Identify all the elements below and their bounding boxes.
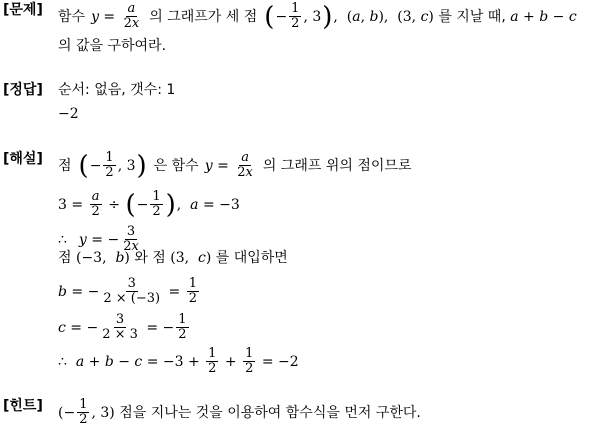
problem-label: [문제]: [3, 2, 43, 18]
solution-line-6: c = − $\frac{3}{2 \times 3}$ = − $\frac{1}{2}$: [58, 312, 187, 342]
solution-line-1: 점 ( − $\frac{1}{2}$ , 3 ) 은 함수 y = $\frac{a}{2x}$ 의 그래프 위의 점이므로: [58, 150, 412, 181]
answer-line-2: −2: [58, 106, 79, 122]
answer-line-1: 순서: 없음, 갯수: 1: [58, 82, 176, 98]
answer-label: [정답]: [3, 82, 43, 98]
hint-label: [힌트]: [3, 398, 43, 414]
hint-line: (− $\frac{1}{2}$ , 3) 점을 지나는 것을 이용하여 함수식을 먼저 구한다.: [58, 397, 421, 427]
problem-line-1: 함수 y = $\frac{a}{2x}$ 의 그래프가 세 점 ( − $\frac{1}{2}$ , 3 ) , ( a , b ), (3, c ) 를 지날 때, a + b − c: [58, 1, 577, 32]
solution-line-3: ∴ y = − $\frac{3}{2x}$: [58, 224, 139, 254]
solution-label: [해설]: [3, 151, 43, 167]
solution-line-5: b = − $\frac{3}{2 \times (-3)}$ = $\frac{1}{2}$: [58, 276, 198, 306]
solution-line-4: 점 (−3, b ) 와 점 (3, c ) 를 대입하면: [58, 250, 288, 266]
solution-line-7: ∴ a + b − c = −3 + $\frac{1}{2}$ + $\frac{1}{2}$ = −2: [58, 346, 299, 376]
problem-line-2: 의 값을 구하여라.: [58, 38, 167, 54]
solution-line-2: 3 = $\frac{a}{2}$ ÷ ( − $\frac{1}{2}$ ) , a = −3: [58, 189, 240, 220]
